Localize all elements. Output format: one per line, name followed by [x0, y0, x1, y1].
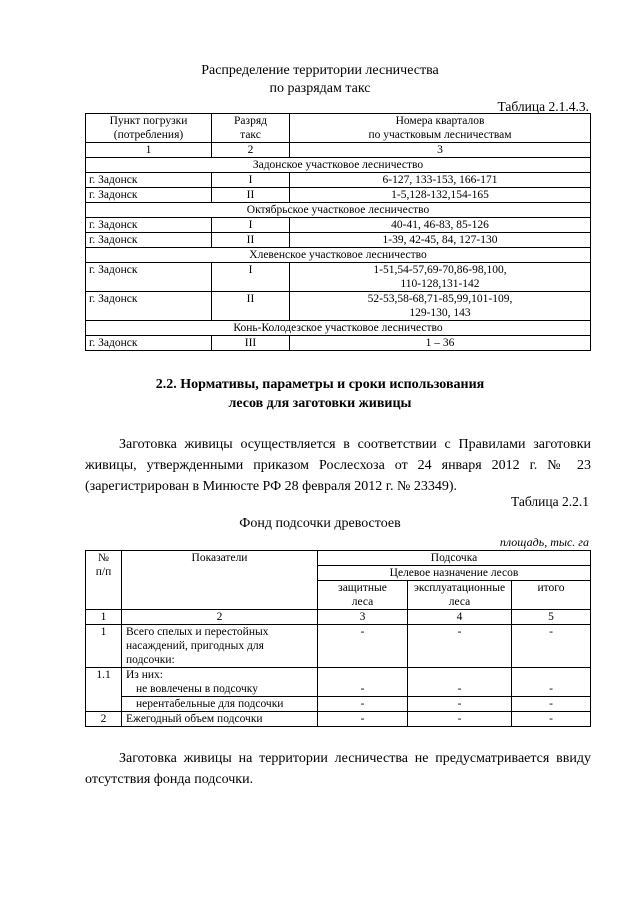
quarters-line: 52-53,58-68,71-85,99,101-109,	[367, 293, 513, 305]
table1-title	[0, 62, 640, 98]
cell-exploitation: -	[408, 697, 512, 712]
header-text: эксплуатационные	[413, 582, 506, 594]
table-row	[86, 697, 591, 712]
cell-quarters: 1 – 36	[290, 336, 591, 351]
cell-exploitation: -	[408, 668, 512, 697]
table-row	[86, 233, 591, 248]
table1-number: Таблица 2.1.4.3.	[497, 99, 589, 114]
cell-quarters: 6-127, 133-153, 166-171	[290, 173, 591, 188]
table2-header-indicators: Показатели	[122, 551, 318, 610]
table2-title: Фонд подсочки древостоев	[239, 516, 401, 531]
table2-unit: площадь, тыс. га	[499, 535, 589, 549]
cell-point: г. Задонск	[86, 233, 212, 248]
column-number: 3	[318, 610, 408, 625]
column-number: 1	[86, 143, 212, 158]
row-label: Ежегодный объем подсочки	[122, 712, 318, 727]
paragraph-1-text: Заготовка живицы осуществляется в соответствии с Правилами заготовки живицы, утвержденными приказом Рослесхоза от 24 января 2012 г. № 23 (зарегистрирован в Минюсте РФ 28 февраля 2012 г. № 23349).	[85, 437, 591, 494]
column-number: 3	[290, 143, 591, 158]
paragraph-1	[85, 434, 591, 497]
quarters-line: 129-130, 143	[409, 307, 471, 319]
section-row	[86, 321, 591, 336]
table1-title-line1: Распределение территории лесничества	[201, 63, 439, 78]
quarters-line: 110-128,131-142	[400, 278, 480, 290]
table-row	[86, 173, 591, 188]
header-text: по участковым лесничествам	[368, 129, 512, 141]
header-text: такс	[240, 129, 261, 141]
cell-rank: I	[212, 263, 290, 292]
table-row	[86, 263, 591, 292]
row-label-line: Всего спелых и перестойных	[126, 626, 269, 638]
row-label-line: подсочки:	[126, 654, 175, 666]
header-text: леса	[448, 596, 471, 608]
column-number: 5	[512, 610, 591, 625]
header-text: Разряд	[234, 115, 267, 127]
cell-protective: -	[318, 625, 408, 668]
paragraph-2	[85, 748, 591, 790]
cell-protective: -	[318, 712, 408, 727]
cell-rank: II	[212, 292, 290, 321]
header-text: Пункт погрузки	[109, 115, 188, 127]
row-number: 1.1	[86, 668, 122, 712]
cell-rank: II	[212, 188, 290, 203]
cell-total: -	[512, 625, 591, 668]
quarters-line: 1-51,54-57,69-70,86-98,100,	[373, 264, 507, 276]
table-row	[86, 188, 591, 203]
section-heading	[0, 375, 640, 413]
table2-number: Таблица 2.2.1	[511, 494, 589, 509]
cell-exploitation: -	[408, 625, 512, 668]
header-text: п/п	[95, 566, 112, 578]
row-number: 1	[86, 625, 122, 668]
section-name: Хлевенское участковое лесничество	[86, 248, 591, 263]
table-row	[86, 336, 591, 351]
cell-rank: I	[212, 218, 290, 233]
section-heading-line2: лесов для заготовки живицы	[228, 396, 412, 411]
cell-point: г. Задонск	[86, 173, 212, 188]
section-heading-line1: 2.2. Нормативы, параметры и сроки использования	[155, 377, 485, 392]
row-label	[122, 668, 318, 697]
section-row	[86, 158, 591, 173]
table1-title-line2: по разрядам такс	[269, 81, 371, 96]
paragraph-2-text: Заготовка живицы на территории лесничества не предусматривается ввиду отсутствия фонда подсочки.	[85, 751, 591, 787]
header-text: Номера кварталов	[395, 115, 485, 127]
table-row	[86, 625, 591, 668]
cell-protective: -	[318, 668, 408, 697]
cell-protective: -	[318, 697, 408, 712]
header-text: №	[98, 552, 109, 564]
header-text: (потребления)	[113, 129, 184, 141]
table1-colnum-row	[86, 143, 591, 158]
tax-rank-table	[85, 113, 591, 351]
cell-rank: III	[212, 336, 290, 351]
cell-quarters: 1-5,128-132,154-165	[290, 188, 591, 203]
column-number: 2	[212, 143, 290, 158]
table2-header-purpose: Целевое назначение лесов	[318, 566, 591, 581]
column-number: 4	[408, 610, 512, 625]
table2-header-row	[86, 551, 591, 566]
table-row	[86, 292, 591, 321]
tapping-fund-table	[85, 550, 591, 727]
row-number: 2	[86, 712, 122, 727]
section-row	[86, 248, 591, 263]
table1-header-rank	[212, 114, 290, 143]
table-row	[86, 218, 591, 233]
cell-quarters	[290, 292, 591, 321]
cell-total: -	[512, 668, 591, 697]
cell-point: г. Задонск	[86, 218, 212, 233]
cell-quarters: 1-39, 42-45, 84, 127-130	[290, 233, 591, 248]
table-row	[86, 668, 591, 697]
row-label	[122, 697, 318, 712]
section-name: Октябрьское участковое лесничество	[86, 203, 591, 218]
cell-quarters: 40-41, 46-83, 85-126	[290, 218, 591, 233]
header-text: леса	[351, 596, 374, 608]
table1-header-row	[86, 114, 591, 143]
section-row	[86, 203, 591, 218]
row-label	[122, 625, 318, 668]
cell-total: -	[512, 697, 591, 712]
cell-point: г. Задонск	[86, 292, 212, 321]
row-label-line: Из них:	[126, 669, 163, 681]
table2-header-tapping: Подсочка	[318, 551, 591, 566]
cell-exploitation: -	[408, 712, 512, 727]
column-number: 2	[122, 610, 318, 625]
cell-quarters	[290, 263, 591, 292]
table1-header-quarters	[290, 114, 591, 143]
table1-header-point	[86, 114, 212, 143]
cell-point: г. Задонск	[86, 336, 212, 351]
cell-rank: I	[212, 173, 290, 188]
section-name: Конь-Колодезское участковое лесничество	[86, 321, 591, 336]
cell-point: г. Задонск	[86, 263, 212, 292]
table2-header-protective	[318, 581, 408, 610]
cell-rank: II	[212, 233, 290, 248]
row-label-line: насаждений, пригодных для	[126, 640, 264, 652]
section-name: Задонское участковое лесничество	[86, 158, 591, 173]
cell-point: г. Задонск	[86, 188, 212, 203]
table2-header-exploitation	[408, 581, 512, 610]
row-sublabel: не вовлечены в подсочку	[136, 683, 258, 695]
table2-header-num	[86, 551, 122, 610]
table2-colnum-row	[86, 610, 591, 625]
table-row	[86, 712, 591, 727]
table2-header-total: итого	[512, 581, 591, 610]
row-sublabel: нерентабельные для подсочки	[136, 698, 284, 710]
header-text: защитные	[338, 582, 387, 594]
column-number: 1	[86, 610, 122, 625]
cell-total: -	[512, 712, 591, 727]
